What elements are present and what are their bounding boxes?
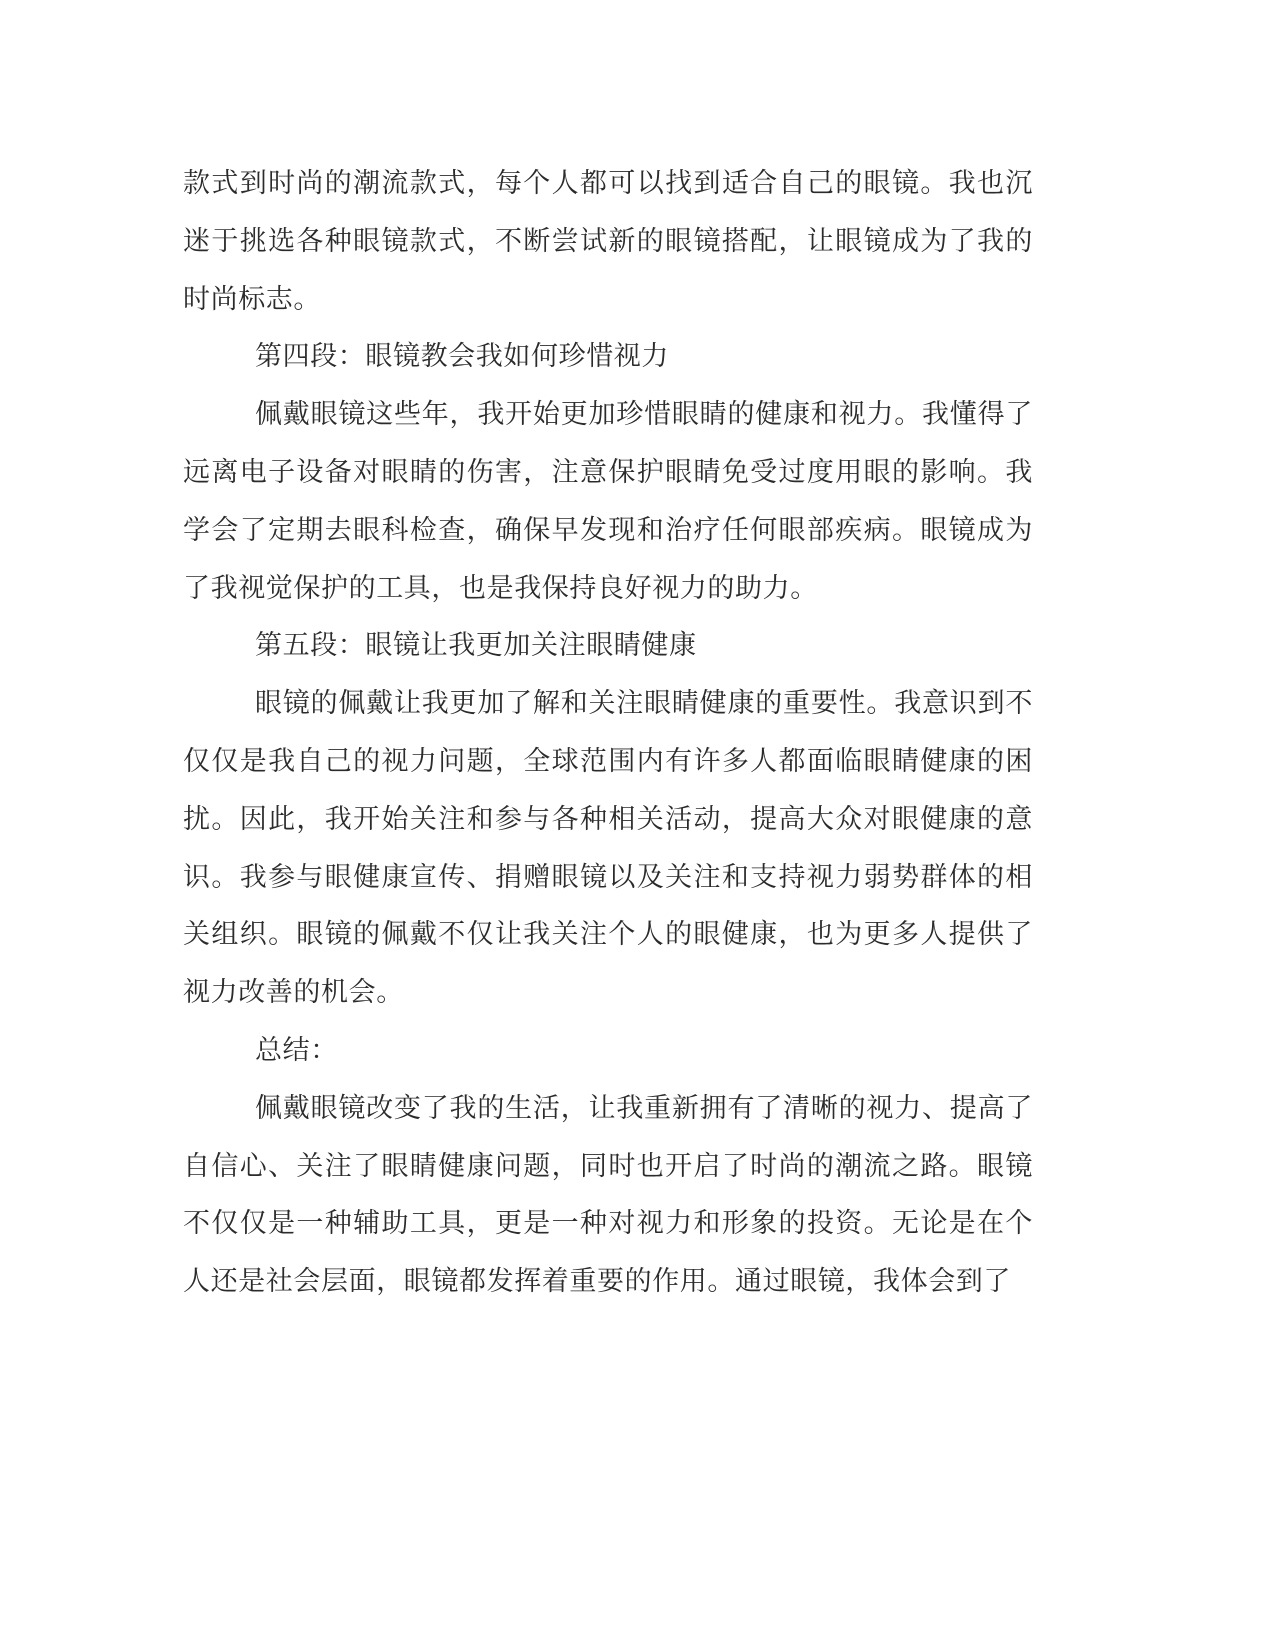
document-body bbox=[183, 155, 1033, 1311]
paragraph-summary: 佩戴眼镜改变了我的生活，让我重新拥有了清晰的视力、提高了自信心、关注了眼睛健康问题，同时也开启了时尚的潮流之路。眼镜不仅仅是一种辅助工具，更是一种对视力和形象的投资。无论是在个人还是社会层面，眼镜都发挥着重要的作用。通过眼镜，我体会到了 bbox=[183, 1092, 1033, 1298]
paragraph-section-4: 佩戴眼镜这些年，我开始更加珍惜眼睛的健康和视力。我懂得了远离电子设备对眼睛的伤害，注意保护眼睛免受过度用眼的影响。我学会了定期去眼科检查，确保早发现和治疗任何眼部疾病。眼镜成为了我视觉保护的工具，也是我保持良好视力的助力。 bbox=[183, 399, 1033, 604]
paragraph-continuation: 款式到时尚的潮流款式，每个人都可以找到适合自己的眼镜。我也沉迷于挑选各种眼镜款式，不断尝试新的眼镜搭配，让眼镜成为了我的时尚标志。 bbox=[183, 168, 1033, 315]
section-heading-5: 第五段：眼镜让我更加关注眼睛健康 bbox=[255, 630, 697, 662]
section-heading-4: 第四段：眼镜教会我如何珍惜视力 bbox=[255, 341, 669, 373]
summary-heading: 总结： bbox=[255, 1034, 338, 1066]
paragraph-section-5: 眼镜的佩戴让我更加了解和关注眼睛健康的重要性。我意识到不仅仅是我自己的视力问题，全球范围内有许多人都面临眼睛健康的困扰。因此，我开始关注和参与各种相关活动，提高大众对眼健康的意识。我参与眼健康宣传、捐赠眼镜以及关注和支持视力弱势群体的相关组织。眼镜的佩戴不仅让我关注个人的眼健康，也为更多人提供了视力改善的机会。 bbox=[183, 688, 1033, 1009]
